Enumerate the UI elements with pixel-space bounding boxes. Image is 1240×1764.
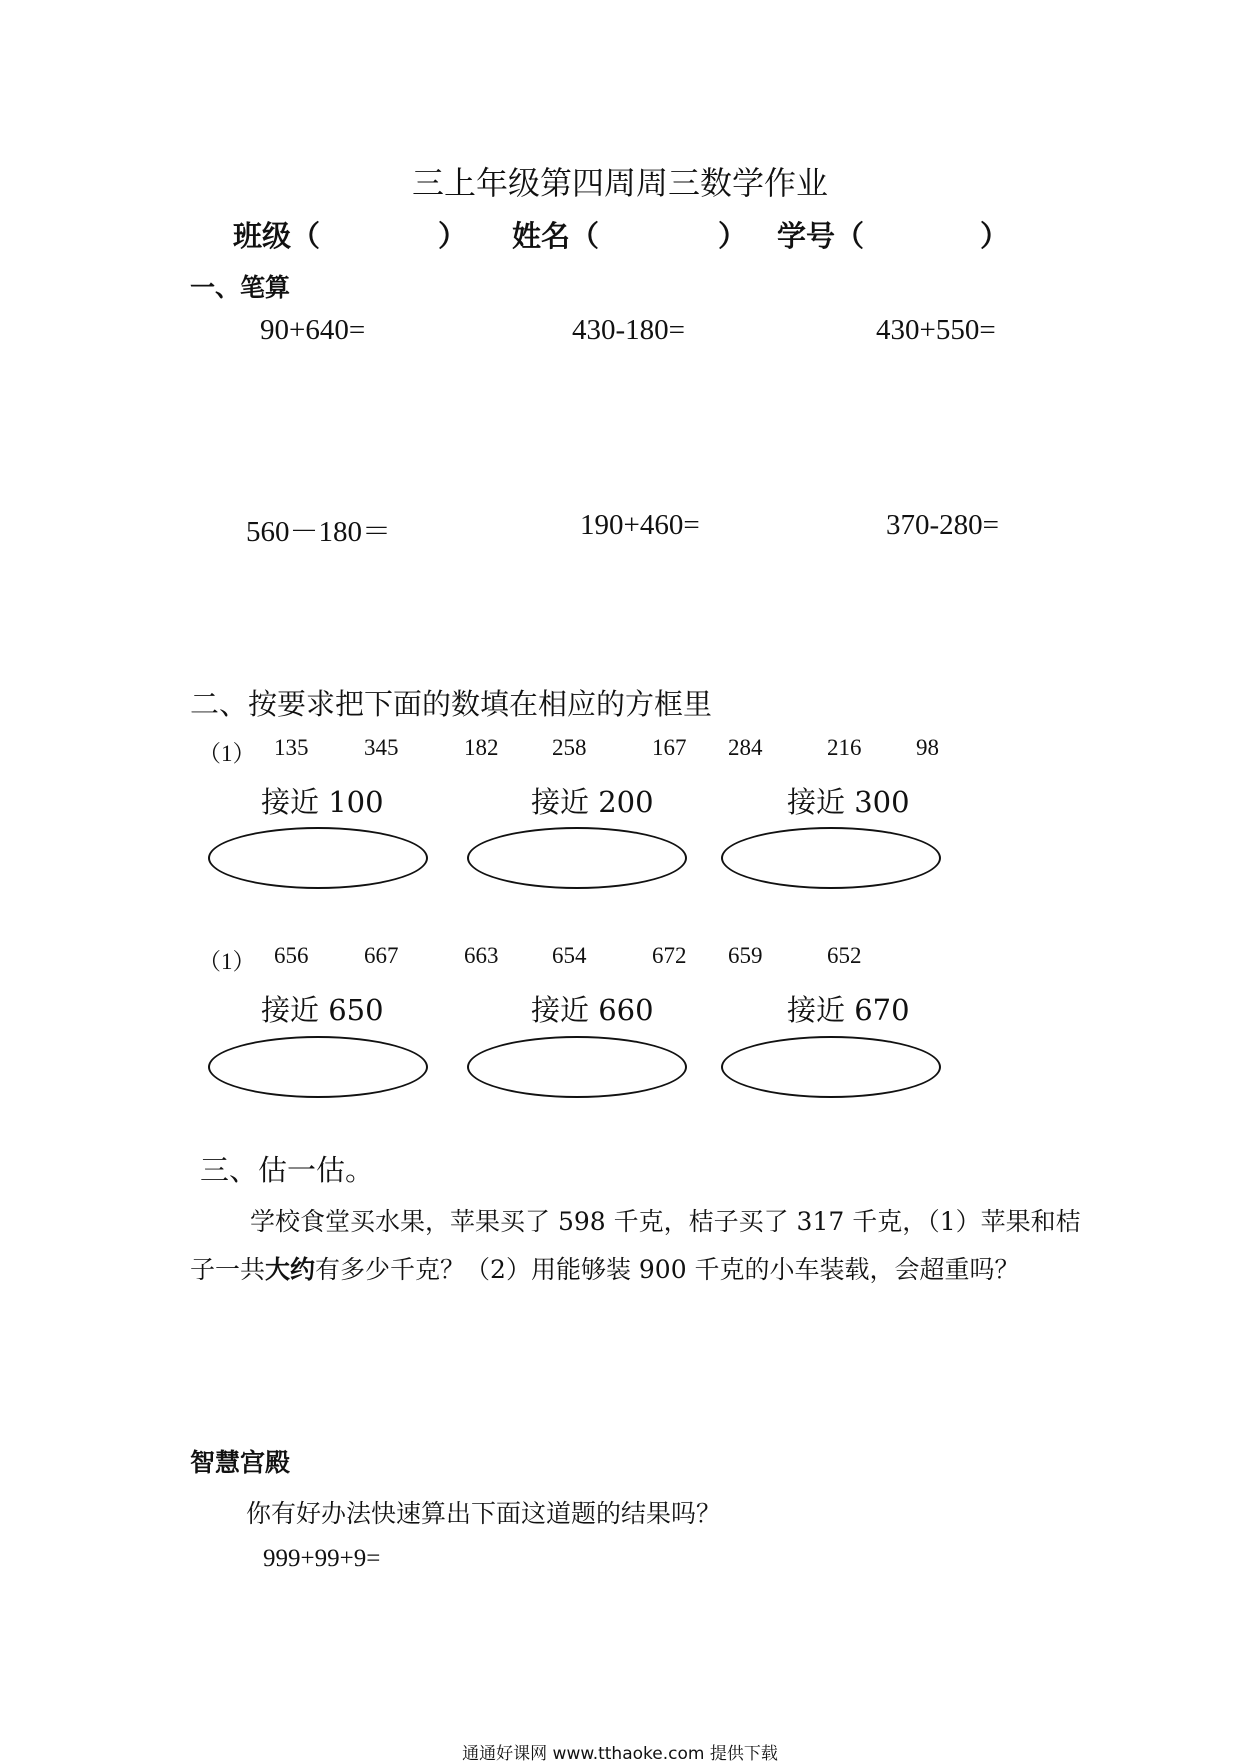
student-number-field-close: ）	[980, 219, 1010, 253]
group-1-number: 98	[916, 735, 939, 760]
group-1-number: 345	[364, 735, 399, 760]
answer-oval-near-670[interactable]	[721, 1036, 941, 1098]
problem-1: 90+640=	[260, 314, 366, 346]
student-number-field-label: 学号（	[777, 219, 865, 253]
problem-3: 430+550=	[876, 314, 996, 346]
problem-5: 190+460=	[580, 509, 700, 541]
section-1-heading: 一、笔算	[190, 273, 291, 302]
target-label-near-660: 接近 660	[531, 993, 654, 1027]
bonus-question: 你有好办法快速算出下面这道题的结果吗？	[246, 1499, 722, 1528]
word-problem-emphasis: 大约	[265, 1255, 316, 1284]
group-2-number: 663	[464, 943, 499, 968]
group-1-number: 216	[827, 735, 862, 760]
class-field-label: 班级（	[233, 219, 321, 253]
group-2-number: 672	[652, 943, 687, 968]
word-problem-line-2-start: 子一共	[190, 1255, 266, 1284]
section-2-heading: 二、按要求把下面的数填在相应的方框里	[190, 687, 713, 721]
name-field-label: 姓名（	[512, 219, 600, 253]
word-problem-line-2	[190, 1250, 1020, 1286]
class-field-close: ）	[438, 219, 468, 253]
section-3-heading: 三、估一估。	[200, 1153, 375, 1187]
footer-source: 通通好课网 www.tthaoke.com 提供下载	[462, 1744, 778, 1764]
problem-2: 430-180=	[572, 314, 686, 346]
worksheet-title: 三上年级第四周周三数学作业	[411, 164, 828, 202]
group-2-marker: （1）	[198, 949, 256, 974]
word-problem-line-1: 学校食堂买水果，苹果买了 598 千克，桔子买了 317 千克，（1）苹果和桔	[250, 1207, 1081, 1236]
group-1-number: 182	[464, 735, 499, 760]
group-1-marker: （1）	[198, 741, 256, 766]
bonus-heading: 智慧宫殿	[190, 1448, 291, 1477]
problem-4: 560－180＝	[246, 516, 392, 548]
group-1-number: 284	[728, 735, 763, 760]
target-label-near-670: 接近 670	[787, 993, 910, 1027]
group-1-number: 135	[274, 735, 309, 760]
group-2-number: 652	[827, 943, 862, 968]
bonus-expression: 999+99+9=	[263, 1545, 381, 1572]
group-2-number: 667	[364, 943, 399, 968]
word-problem-line-2-end: 有多少千克？（2）用能够装 900 千克的小车装载，会超重吗？	[315, 1255, 1020, 1284]
group-1-number: 258	[552, 735, 587, 760]
group-2-number: 654	[552, 943, 587, 968]
target-label-near-200: 接近 200	[531, 785, 654, 819]
answer-oval-near-200[interactable]	[467, 827, 687, 889]
group-2-number: 659	[728, 943, 763, 968]
target-label-near-300: 接近 300	[787, 785, 910, 819]
answer-oval-near-660[interactable]	[467, 1036, 687, 1098]
group-1-number: 167	[652, 735, 687, 760]
group-2-number: 656	[274, 943, 309, 968]
target-label-near-650: 接近 650	[261, 993, 384, 1027]
name-field-close: ）	[718, 219, 748, 253]
target-label-near-100: 接近 100	[261, 785, 384, 819]
answer-oval-near-100[interactable]	[208, 827, 428, 889]
problem-6: 370-280=	[886, 509, 1000, 541]
answer-oval-near-300[interactable]	[721, 827, 941, 889]
answer-oval-near-650[interactable]	[208, 1036, 428, 1098]
